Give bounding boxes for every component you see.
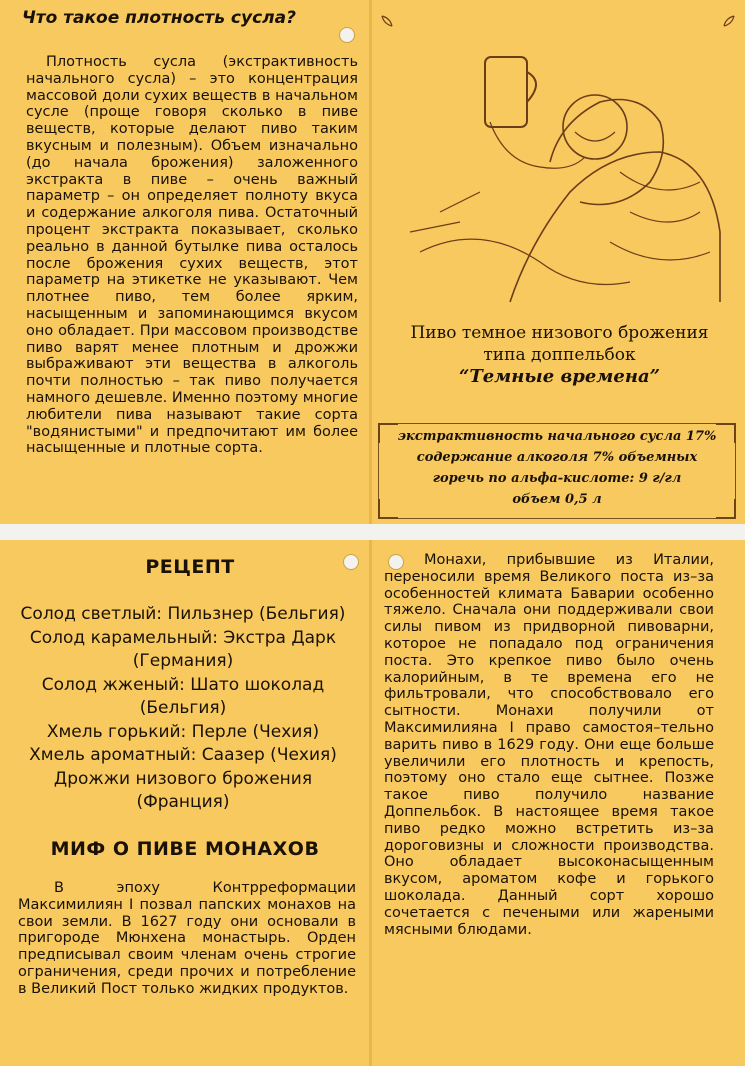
recipe-heading: РЕЦЕПТ xyxy=(145,556,235,578)
beer-title xyxy=(383,322,736,388)
recipe-line: (Германия) xyxy=(132,651,234,671)
monk-illustration xyxy=(380,12,736,312)
spec-box xyxy=(378,423,736,519)
spec-volume: объем 0,5 л xyxy=(512,492,602,507)
myth-text: В эпоху Контрреформации Максимилиян I позвал папских монахов на свои земли. В 1627 году они основали в пригороде Мюнхена монастырь. Орден предписывал своим членам очень строгие ограничения, среди прочих и потребление в Великий Пост только жидких продуктов. xyxy=(18,880,356,997)
punch-hole xyxy=(339,27,355,43)
recipe-line: Солод жженый: Шато шоколад xyxy=(41,674,325,695)
monks-text: Монахи, прибывшие из Италии, переносили время Великого поста из–за особенностей климата Баварии особенно тяжело. Сначала они поддерживали свои силы пивом из придворной пивоварни, которое не попадало под ограничения поста. Это крепкое пиво было очень калорийным, в те времена его не фильтровали, что способствовало его сытности. Монахи получили от Максимилияна I право самостоя–тельно варить пиво в 1629 году. Они еще больше увеличили его плотность и крепость, поэтому оно стало еще сытнее. Позже такое пиво получило название Доппельбок. В настоящее время такое пиво редко можно встретить из–за дороговизны и сложности производства. Оно обладает высоконасыщенным вкусом, ароматом кофе и горького шоколада. Данный сорт хорошо сочетается с печеными или жареными мясными блюдами. xyxy=(384,552,714,938)
recipe-line: (Бельгия) xyxy=(139,698,227,718)
recipe-line: Дрожжи низового брожения xyxy=(53,768,313,789)
punch-hole xyxy=(343,554,359,570)
spec-alcohol: содержание алкоголя 7% объемных xyxy=(416,450,698,465)
spec-bitterness: горечь по альфа-кислоте: 9 г/гл xyxy=(432,471,682,486)
recipe-line: (Франция) xyxy=(136,792,230,812)
density-heading: Что такое плотность сусла? xyxy=(22,8,296,28)
recipe-line: Хмель ароматный: Саазер (Чехия) xyxy=(29,745,337,765)
frame-corner xyxy=(378,423,398,443)
beer-type-line2: типа доппельбок xyxy=(483,345,636,365)
top-card xyxy=(0,0,745,524)
frame-corner xyxy=(716,499,736,519)
beer-name: “Темные времена” xyxy=(458,366,661,387)
spec-extract: экстрактивность начального сусла 17% xyxy=(397,429,717,444)
frame-corner xyxy=(378,499,398,519)
recipe-line: Солод светлый: Пильзнер (Бельгия) xyxy=(20,604,346,624)
fold-line xyxy=(369,540,372,1066)
recipe-line: Хмель горький: Перле (Чехия) xyxy=(46,721,320,742)
fold-line xyxy=(369,0,372,524)
density-text: Плотность сусла (экстрактивность начального сусла) – это концентрация массовой доли сухих веществ в начальном сусле (проще говоря сколько в пиве веществ, которые делают пиво таким вкусным и полезным). Объем изначально (до начала брожения) заложенного экстракта в пиве – очень важный параметр – он определяет полноту вкуса и содержание алкоголя пива. Остаточный процент экстракта показывает, сколько реально в данной бутылке пива осталось после брожения сухих веществ, этот параметр на этикетке не указывают. Чем плотнее пиво, тем более ярким, насыщенным и запоминающимся вкусом оно обладает. При массовом производстве пиво варят менее плотным и дрожжи выбраживают эти вещества в алкоголь почти полностью – так пиво получается намного дешевле. Именно поэтому многие любители пива называют такие сорта "водянистыми" и предпочитают им более насыщенные и плотные сорта. xyxy=(26,54,358,457)
myth-heading: МИФ О ПИВЕ МОНАХОВ xyxy=(50,838,320,860)
recipe-list xyxy=(8,603,358,815)
beer-type-line1: Пиво темное низового брожения xyxy=(410,323,709,343)
recipe-line: Солод карамельный: Экстра Дарк xyxy=(29,627,337,648)
frame-corner xyxy=(716,423,736,443)
